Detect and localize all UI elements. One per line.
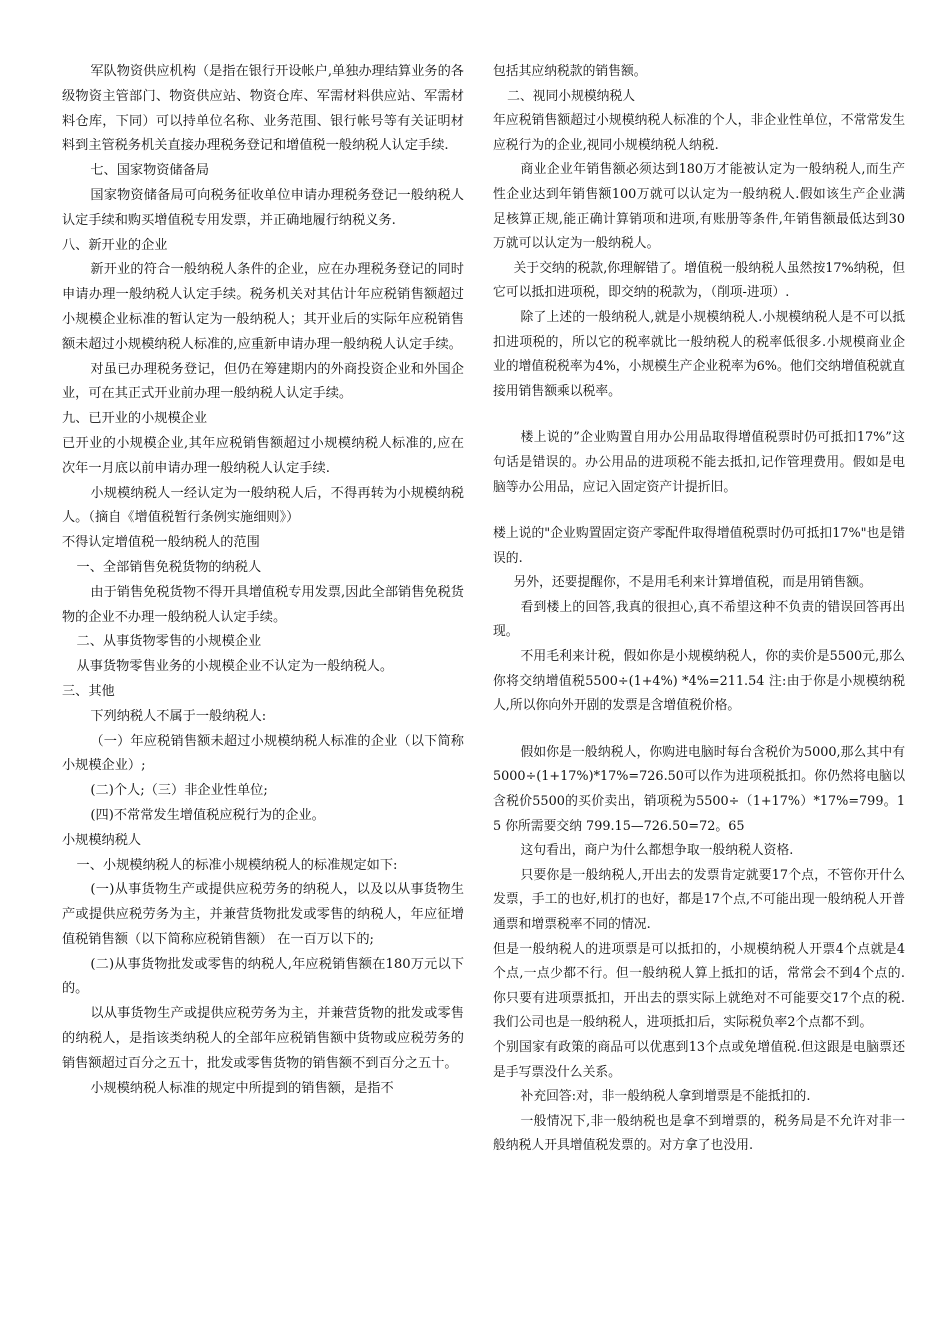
list-item: （一）年应税销售额未超过小规模纳税人标准的企业（以下简称小规模企业）; xyxy=(62,733,464,774)
paragraph: 楼上说的"企业购置固定资产零配件取得增值税票时仍可抵扣17%"也是错误的. xyxy=(493,526,905,566)
section-heading: 二、从事货物零售的小规模企业 xyxy=(76,634,262,650)
paragraph: 关于交纳的税款,你理解错了。增值税一般纳税人虽然按17%纳税，但它可以抵扣进项税，即交纳的税款为，（削项-进项）. xyxy=(493,260,905,301)
paragraph: 包括其应纳税款的销售额。 xyxy=(493,64,647,79)
paragraph: 以从事货物生产或提供应税劳务为主，并兼营货物的批发或零售的纳税人，是指该类纳税人的全部年应税销售额中货物或应税劳务的销售额超过百分之五十，批发或零售货物的销售额不到百分之五十。 xyxy=(62,1006,464,1071)
paragraph: 个别国家有政策的商品可以优惠到13个点或免增值税.但这跟是电脑票还是手写票没什么关系。 xyxy=(493,1039,905,1080)
left-column xyxy=(62,60,464,1101)
paragraph: 小规模纳税人标准的规定中所提到的销售额，是指不 xyxy=(90,1080,394,1096)
paragraph: 但是一般纳税人的进项票是可以抵扣的，小规模纳税人开票4个点就是4个点,一点少都不行。但一般纳税人算上抵扣的话，常常会不到4个点的.你只要有进项票抵扣，开出去的票实际上就绝对不可能要交17个点的税.我们公司也是一般纳税人，进项抵扣后，实际税负率2个点都不到。 xyxy=(493,941,905,1031)
section-heading: 八、新开业的企业 xyxy=(62,237,168,253)
list-item: (四)不常常发生增值税应税行为的企业。 xyxy=(90,807,325,823)
right-column xyxy=(493,60,905,1159)
blank-line xyxy=(493,404,905,426)
paragraph: 另外，还要提醒你，不是用毛利来计算增值税，而是用销售额。 xyxy=(513,575,872,591)
section-heading: 九、已开业的小规模企业 xyxy=(62,411,208,427)
paragraph: 商业企业年销售额必须达到180万才能被认定为一般纳税人,而生产性企业达到年销售额100万就可以认定为一般纳税人.假如该生产企业满足核算正规,能正确计算销项和进项,有账册等条件,年销售额最低达到30万就可以认定为一般纳税人。 xyxy=(493,162,905,252)
section-heading: 一、全部销售免税货物的纳税人 xyxy=(76,559,262,575)
paragraph: 国家物资储备局可向税务征收单位申请办理税务登记一般纳税人认定手续和购买增值税专用发票，并正确地履行纳税义务. xyxy=(62,187,464,228)
paragraph: 军队物资供应机构（是指在银行开设帐户,单独办理结算业务的各级物资主管部门、物资供应站、物资仓库、军需材料供应站、军需材料仓库，下同）可以持单位名称、业务范围、银行帐号等有关证明材料到主管税务机关直接办理税务登记和增值税一般纳税人认定手续. xyxy=(62,64,464,154)
paragraph: 从事货物零售业务的小规模企业不认定为一般纳税人。 xyxy=(76,659,394,675)
section-heading: 二、视同小规模纳税人 xyxy=(507,88,636,104)
paragraph: 已开业的小规模企业,其年应税销售额超过小规模纳税人标准的,应在次年一月底以前申请办理一般纳税人认定手续. xyxy=(62,435,464,476)
paragraph: 不用毛利来计税，假如你是小规模纳税人，你的卖价是5500元,那么你将交纳增值税5500÷(1+4%) *4%=211.54 注:由于你是小规模纳税人,所以你向外开剧的发票是含增值税价格。 xyxy=(493,649,905,714)
paragraph: 楼上说的”企业购置自用办公用品取得增值税票时仍可抵扣17%”这句话是错误的。办公用品的进项税不能去抵扣,记作管理费用。假如是电脑等办公用品，应记入固定资产计提折旧。 xyxy=(493,430,905,495)
blank-line xyxy=(493,500,905,522)
paragraph: 由于销售免税货物不得开具增值税专用发票,因此全部销售免税货物的企业不办理一般纳税人认定手续。 xyxy=(62,584,464,625)
section-heading: 一、小规模纳税人的标准小规模纳税人的标准规定如下: xyxy=(76,857,398,873)
paragraph: 对虽已办理税务登记，但仍在筹建期内的外商投资企业和外国企业，可在其正式开业前办理一般纳税人认定手续。 xyxy=(62,361,464,402)
paragraph: 只要你是一般纳税人,开出去的发票肯定就要17个点，不管你开什么发票，手工的也好,机打的也好，都是17个点,不可能出现一般纳税人开普通票和增票税率不同的情况. xyxy=(493,867,905,932)
paragraph: 除了上述的一般纳税人,就是小规模纳税人.小规模纳税人是不可以抵扣进项税的，所以它的税率就比一般纳税人的税率低很多.小规模商业企业的增值税税率为4%，小规模生产企业税率为6%。他们交纳增值税就直接用销售额乘以税率。 xyxy=(493,309,905,399)
paragraph: 年应税销售额超过小规模纳税人标准的个人，非企业性单位，不常常发生应税行为的企业,视同小规模纳税人纳税. xyxy=(493,113,905,153)
section-heading: 小规模纳税人 xyxy=(62,832,142,848)
paragraph: 这句看出，商户为什么都想争取一般纳税人资格. xyxy=(520,843,794,859)
paragraph: 小规模纳税人一经认定为一般纳税人后，不得再转为小规模纳税人。（摘自《增值税暂行条例实施细则》） xyxy=(62,485,464,526)
paragraph: 下列纳税人不属于一般纳税人: xyxy=(90,708,267,724)
section-heading: 三、其他 xyxy=(62,683,115,699)
paragraph: 假如你是一般纳税人，你购进电脑时每台含税价为5000,那么其中有5000÷(1+17%)*17%=726.50可以作为进项税抵扣。你仍然将电脑以含税价5500的买价卖出，销项税为5500÷（1+17%）*17%=799。15 你所需要交纳 799.15—726.50=72。65 xyxy=(493,744,905,834)
blank-line xyxy=(493,719,905,741)
list-item: (一)从事货物生产或提供应税劳务的纳税人，以及以从事货物生产或提供应税劳务为主，并兼营货物批发或零售的纳税人，年应征增值税销售额（以下简称应税销售额） 在一百万以下的; xyxy=(62,882,464,947)
list-item: (二)个人;（三）非企业性单位; xyxy=(90,783,268,799)
list-item: (二)从事货物批发或零售的纳税人,年应税销售额在180万元以下的。 xyxy=(62,956,464,997)
paragraph: 看到楼上的回答,我真的很担心,真不希望这种不负责的错误回答再出现。 xyxy=(493,599,905,640)
paragraph: 补充回答:对，非一般纳税人拿到增票是不能抵扣的. xyxy=(520,1089,811,1105)
paragraph: 新开业的符合一般纳税人条件的企业，应在办理税务登记的同时申请办理一般纳税人认定手续。税务机关对其估计年应税销售额超过小规模企业标准的暂认定为一般纳税人；其开业后的实际年应税销售额未超过小规模纳税人标准的,应重新申请办理一般纳税人认定手续。 xyxy=(62,262,464,352)
paragraph: 一般情况下,非一般纳税也是拿不到增票的，税务局是不允许对非一般纳税人开具增值税发票的。对方拿了也没用. xyxy=(493,1113,905,1154)
section-heading: 不得认定增值税一般纳税人的范围 xyxy=(62,535,260,551)
section-heading: 七、国家物资储备局 xyxy=(90,163,210,179)
